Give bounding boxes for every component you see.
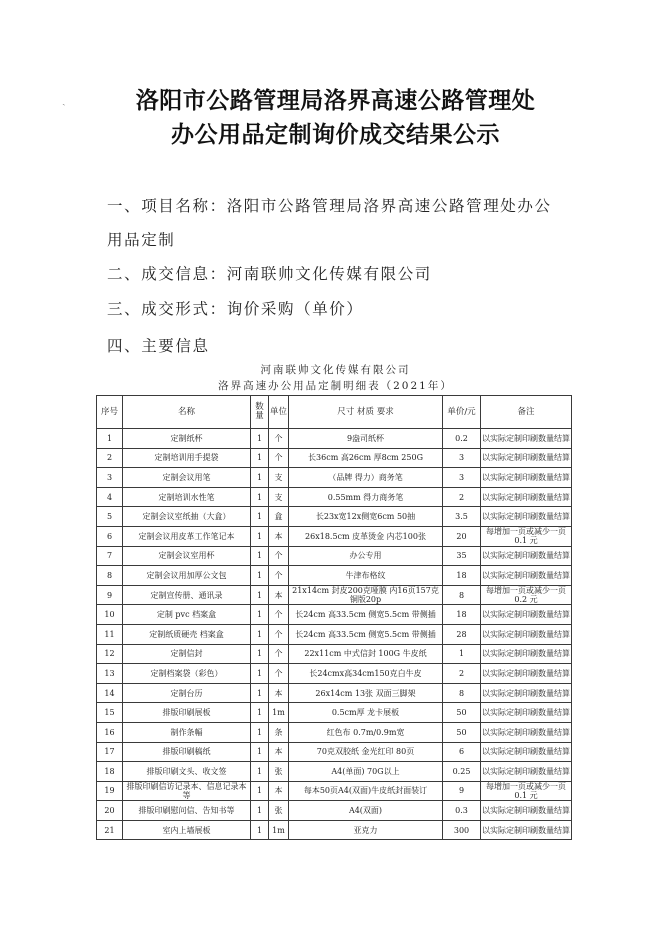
- cell-note: 以实际定制印刷数量结算: [481, 644, 572, 664]
- table-row: [97, 585, 572, 605]
- cell-note: 以实际定制印刷数量结算: [481, 703, 572, 723]
- cell-no: 10: [97, 605, 123, 625]
- cell-qty: 1: [251, 429, 269, 449]
- cell-spec: 21x14cm 封皮200克哑膜 内16页157克铜版20p: [289, 585, 443, 605]
- cell-no: 20: [97, 801, 123, 821]
- cell-qty: 1: [251, 624, 269, 644]
- cell-qty: 1: [251, 468, 269, 488]
- table-company: 河南联帅文化传媒有限公司: [260, 364, 411, 376]
- cell-unit: 条: [269, 722, 289, 742]
- cell-note: 以实际定制印刷数量结算: [481, 624, 572, 644]
- cell-unit: 个: [269, 448, 289, 468]
- cell-unit: 支: [269, 487, 289, 507]
- cell-note: 每增加一页或减少一页 0.1 元: [481, 526, 572, 546]
- cell-name: 定制纸杯: [123, 429, 251, 449]
- cell-note: 以实际定制印刷数量结算: [481, 722, 572, 742]
- cell-qty: 1: [251, 566, 269, 586]
- table-row: [97, 448, 572, 468]
- cell-note: 以实际定制印刷数量结算: [481, 487, 572, 507]
- cell-spec: 长24cm 高33.5cm 侧宽5.5cm 带侧插: [289, 624, 443, 644]
- cell-price: 2: [443, 487, 481, 507]
- cell-name: 定制会议室用杯: [123, 546, 251, 566]
- cell-no: 19: [97, 781, 123, 801]
- header-qty: 数量: [251, 396, 269, 429]
- table-row: [97, 468, 572, 488]
- cell-price: 50: [443, 703, 481, 723]
- cell-spec: 长24cm 高33.5cm 侧宽5.5cm 带侧插: [289, 605, 443, 625]
- cell-spec: 0.55mm 得力商务笔: [289, 487, 443, 507]
- section-deal-form: 三、成交形式：询价采购（单价）: [107, 300, 364, 318]
- cell-no: 7: [97, 546, 123, 566]
- cell-price: 28: [443, 624, 481, 644]
- cell-name: 定制档案袋（彩色）: [123, 664, 251, 684]
- cell-name: 定制台历: [123, 683, 251, 703]
- cell-name: 排版印刷稿纸: [123, 742, 251, 762]
- table-row: [97, 546, 572, 566]
- header-unit: 单位: [269, 396, 289, 429]
- table-title: 洛界高速办公用品定制明细表（2021年）: [218, 380, 453, 392]
- cell-note: 以实际定制印刷数量结算: [481, 507, 572, 527]
- cell-no: 21: [97, 820, 123, 840]
- cell-qty: 1: [251, 683, 269, 703]
- cell-spec: 长23x宽12x侧宽6cm 50抽: [289, 507, 443, 527]
- table-body: [97, 429, 572, 840]
- cell-qty: 1: [251, 664, 269, 684]
- cell-name: 排版印刷慰问信、告知书等: [123, 801, 251, 821]
- cell-spec: 长36cm 高26cm 厚8cm 250G: [289, 448, 443, 468]
- section-main-info: 四、主要信息: [107, 337, 210, 355]
- cell-no: 18: [97, 762, 123, 782]
- table-row: [97, 507, 572, 527]
- cell-no: 9: [97, 585, 123, 605]
- cell-spec: （品牌 得力）商务笔: [289, 468, 443, 488]
- table-row: [97, 566, 572, 586]
- cell-spec: 牛津布格纹: [289, 566, 443, 586]
- cell-unit: 支: [269, 468, 289, 488]
- cell-unit: 本: [269, 742, 289, 762]
- cell-spec: 70克双胶纸 金光红印 80页: [289, 742, 443, 762]
- cell-unit: 个: [269, 624, 289, 644]
- cell-unit: 个: [269, 429, 289, 449]
- cell-qty: 1: [251, 703, 269, 723]
- cell-spec: 亚克力: [289, 820, 443, 840]
- header-spec: 尺寸 材质 要求: [289, 396, 443, 429]
- cell-name: 排版印刷展板: [123, 703, 251, 723]
- cell-price: 8: [443, 683, 481, 703]
- cell-note: 以实际定制印刷数量结算: [481, 448, 572, 468]
- cell-spec: 办公专用: [289, 546, 443, 566]
- cell-unit: 个: [269, 644, 289, 664]
- table-row: [97, 664, 572, 684]
- cell-note: 以实际定制印刷数量结算: [481, 566, 572, 586]
- header-note: 备注: [481, 396, 572, 429]
- cell-no: 16: [97, 722, 123, 742]
- cell-no: 13: [97, 664, 123, 684]
- cell-spec: 22x11cm 中式信封 100G 牛皮纸: [289, 644, 443, 664]
- table-row: [97, 742, 572, 762]
- table-row: [97, 526, 572, 546]
- cell-name: 定制会议室纸抽（大盒）: [123, 507, 251, 527]
- cell-no: 6: [97, 526, 123, 546]
- table-row: [97, 703, 572, 723]
- cell-price: 18: [443, 605, 481, 625]
- cell-name: 定制培训水性笔: [123, 487, 251, 507]
- cell-price: 35: [443, 546, 481, 566]
- cell-name: 定制培训用手提袋: [123, 448, 251, 468]
- cell-price: 300: [443, 820, 481, 840]
- cell-unit: 1m: [269, 703, 289, 723]
- header-no: 序号: [97, 396, 123, 429]
- cell-name: 室内上墙展板: [123, 820, 251, 840]
- cell-no: 4: [97, 487, 123, 507]
- cell-unit: 本: [269, 683, 289, 703]
- cell-qty: 1: [251, 585, 269, 605]
- cell-no: 14: [97, 683, 123, 703]
- cell-unit: 本: [269, 781, 289, 801]
- cell-qty: 1: [251, 546, 269, 566]
- cell-qty: 1: [251, 526, 269, 546]
- table-row: [97, 722, 572, 742]
- cell-qty: 1: [251, 742, 269, 762]
- cell-spec: 9盎司纸杯: [289, 429, 443, 449]
- cell-note: 以实际定制印刷数量结算: [481, 801, 572, 821]
- cell-no: 2: [97, 448, 123, 468]
- page-title-line1: 洛阳市公路管理局洛界高速公路管理处: [135, 88, 536, 114]
- table-row: [97, 429, 572, 449]
- cell-name: 排版印刷信访记录本、信息记录本等: [123, 781, 251, 801]
- cell-qty: 1: [251, 762, 269, 782]
- cell-note: 以实际定制印刷数量结算: [481, 546, 572, 566]
- table-row: [97, 801, 572, 821]
- cell-note: 以实际定制印刷数量结算: [481, 762, 572, 782]
- table-row: [97, 820, 572, 840]
- cell-note: 以实际定制印刷数量结算: [481, 664, 572, 684]
- table-row: [97, 624, 572, 644]
- section-project-name: 一、项目名称：洛阳市公路管理局洛界高速公路管理处办公: [107, 197, 552, 215]
- header-price: 单价/元: [443, 396, 481, 429]
- cell-unit: 1m: [269, 820, 289, 840]
- cell-qty: 1: [251, 820, 269, 840]
- section-project-name-cont: 用品定制: [107, 231, 176, 249]
- cell-qty: 1: [251, 487, 269, 507]
- cell-price: 0.25: [443, 762, 481, 782]
- cell-note: 以实际定制印刷数量结算: [481, 683, 572, 703]
- price-detail-table: [96, 395, 572, 840]
- cell-spec: 长24cmx高34cm150克白牛皮: [289, 664, 443, 684]
- cell-no: 11: [97, 624, 123, 644]
- cell-unit: 盒: [269, 507, 289, 527]
- cell-no: 15: [97, 703, 123, 723]
- cell-name: 定制会议用皮革工作笔记本: [123, 526, 251, 546]
- cell-price: 3: [443, 448, 481, 468]
- cell-unit: 本: [269, 526, 289, 546]
- cell-price: 18: [443, 566, 481, 586]
- table-row: [97, 781, 572, 801]
- cell-unit: 个: [269, 546, 289, 566]
- cell-name: 排版印刷文头、收文签: [123, 762, 251, 782]
- cell-name: 定制会议用笔: [123, 468, 251, 488]
- cell-unit: 张: [269, 762, 289, 782]
- cell-no: 12: [97, 644, 123, 664]
- cell-price: 1: [443, 644, 481, 664]
- cell-price: 50: [443, 722, 481, 742]
- cell-note: 以实际定制印刷数量结算: [481, 605, 572, 625]
- table-header-row: [97, 396, 572, 429]
- cell-note: 以实际定制印刷数量结算: [481, 429, 572, 449]
- cell-note: 每增加一页或减少一页 0.2 元: [481, 585, 572, 605]
- cell-qty: 1: [251, 781, 269, 801]
- cell-note: 以实际定制印刷数量结算: [481, 742, 572, 762]
- cell-spec: 26x14cm 13张 双面三脚架: [289, 683, 443, 703]
- cell-qty: 1: [251, 507, 269, 527]
- cell-name: 定制会议用加厚公文包: [123, 566, 251, 586]
- cell-name: 定制 pvc 档案盒: [123, 605, 251, 625]
- cell-spec: 0.5cm厚 龙卡展板: [289, 703, 443, 723]
- page-title-line2: 办公用品定制询价成交结果公示: [171, 122, 500, 148]
- cell-no: 3: [97, 468, 123, 488]
- cell-price: 2: [443, 664, 481, 684]
- cell-name: 定制纸质硬壳 档案盒: [123, 624, 251, 644]
- cell-name: 制作条幅: [123, 722, 251, 742]
- cell-price: 9: [443, 781, 481, 801]
- cell-name: 定制宣传册、通讯录: [123, 585, 251, 605]
- cell-qty: 1: [251, 448, 269, 468]
- cell-no: 8: [97, 566, 123, 586]
- table-row: [97, 762, 572, 782]
- cell-unit: 本: [269, 585, 289, 605]
- cell-unit: 张: [269, 801, 289, 821]
- table-row: [97, 487, 572, 507]
- cell-no: 5: [97, 507, 123, 527]
- cell-unit: 个: [269, 664, 289, 684]
- cell-note: 以实际定制印刷数量结算: [481, 468, 572, 488]
- table-row: [97, 644, 572, 664]
- cell-price: 3: [443, 468, 481, 488]
- cell-qty: 1: [251, 801, 269, 821]
- cell-note: 每增加一页或减少一页 0.1 元: [481, 781, 572, 801]
- cell-qty: 1: [251, 605, 269, 625]
- cell-price: 6: [443, 742, 481, 762]
- cell-note: 以实际定制印刷数量结算: [481, 820, 572, 840]
- cell-qty: 1: [251, 722, 269, 742]
- cell-name: 定制信封: [123, 644, 251, 664]
- cell-spec: A4(双面): [289, 801, 443, 821]
- table-row: [97, 605, 572, 625]
- cell-spec: 红色布 0.7m/0.9m宽: [289, 722, 443, 742]
- cell-qty: 1: [251, 644, 269, 664]
- table-row: [97, 683, 572, 703]
- cell-spec: A4(单面) 70G以上: [289, 762, 443, 782]
- cell-price: 20: [443, 526, 481, 546]
- cell-price: 3.5: [443, 507, 481, 527]
- cell-spec: 每本50页A4(双面)牛皮纸封面装订: [289, 781, 443, 801]
- section-deal-info: 二、成交信息：河南联帅文化传媒有限公司: [107, 265, 432, 283]
- cell-no: 1: [97, 429, 123, 449]
- cell-unit: 个: [269, 566, 289, 586]
- cell-spec: 26x18.5cm 皮革烫金 内芯100张: [289, 526, 443, 546]
- cell-price: 0.3: [443, 801, 481, 821]
- cell-no: 17: [97, 742, 123, 762]
- cell-price: 8: [443, 585, 481, 605]
- cell-unit: 个: [269, 605, 289, 625]
- cell-price: 0.2: [443, 429, 481, 449]
- scan-mark-icon: ˏ: [62, 93, 66, 106]
- header-name: 名称: [123, 396, 251, 429]
